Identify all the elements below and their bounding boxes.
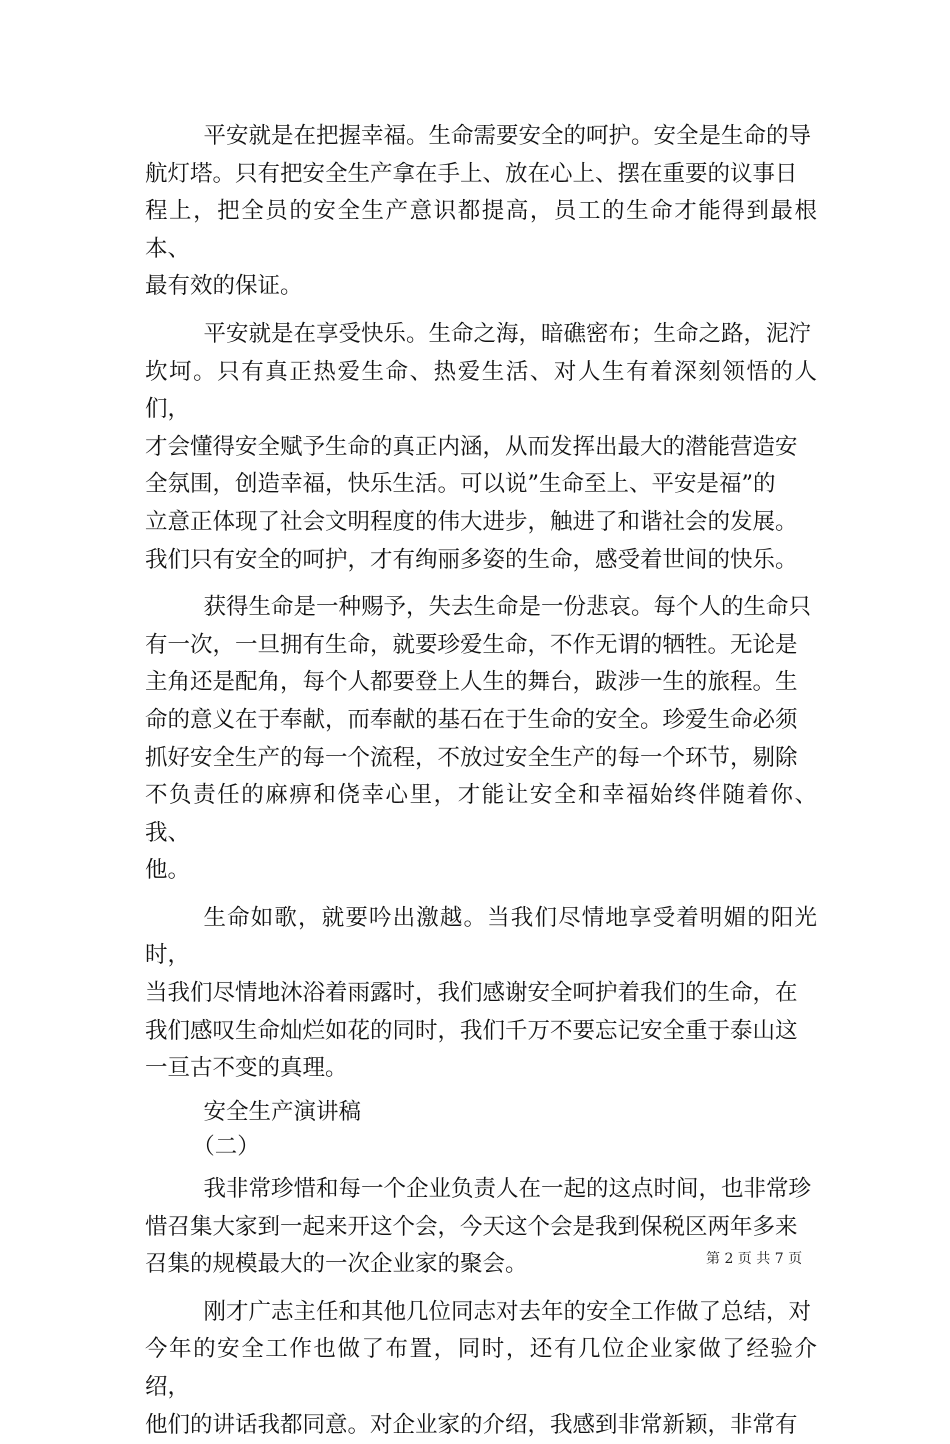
text-line: 获得生命是一种赐予，失去生命是一份悲哀。每个人的生命只 bbox=[203, 594, 812, 621]
paragraph-2 bbox=[145, 316, 817, 579]
text-line: 坎坷。只有真正热爱生命、热爱生活、对人生有着深刻领悟的人们， bbox=[145, 358, 817, 423]
text-line: 惜召集大家到一起来开这个会，今天这个会是我到保税区两年多来 bbox=[145, 1213, 798, 1240]
paragraph-3 bbox=[145, 589, 817, 890]
text-line: 我非常珍惜和每一个企业负责人在一起的这点时间，也非常珍 bbox=[203, 1176, 812, 1203]
text-line: 抓好安全生产的每一个流程，不放过安全生产的每一个环节，剔除 bbox=[145, 744, 798, 771]
text-line: 今年的安全工作也做了布置，同时，还有几位企业家做了经验介绍， bbox=[145, 1336, 817, 1400]
text-line: 航灯塔。只有把安全生产拿在手上、放在心上、摆在重要的议事日 bbox=[145, 160, 798, 187]
text-line: 他们的讲话我都同意。对企业家的介绍，我感到非常新颖，非常有 bbox=[145, 1411, 798, 1438]
page-number-footer: 第 2 页 共 7 页 bbox=[706, 1251, 803, 1267]
text-line: 有一次，一旦拥有生命，就要珍爱生命，不作无谓的牺牲。无论是 bbox=[145, 631, 798, 658]
paragraph-6 bbox=[145, 1294, 817, 1444]
text-line: 一亘古不变的真理。 bbox=[145, 1055, 348, 1082]
text-line: 当我们尽情地沐浴着雨露时，我们感谢安全呵护着我们的生命，在 bbox=[145, 980, 798, 1007]
text-line: 全氛围，创造幸福，快乐生活。可以说”生命至上、平安是福”的 bbox=[145, 471, 776, 498]
text-line: 我们感叹生命灿烂如花的同时，我们千万不要忘记安全重于泰山这 bbox=[145, 1017, 798, 1044]
text-line: 主角还是配角，每个人都要登上人生的舞台，跋涉一生的旅程。生 bbox=[145, 669, 798, 696]
text-line: 程上，把全员的安全生产意识都提高，员工的生命才能得到最根本、 bbox=[145, 198, 817, 262]
text-line: 平安就是在把握幸福。生命需要安全的呵护。安全是生命的导 bbox=[203, 123, 812, 149]
document-body bbox=[145, 118, 817, 1444]
section-heading: 安全生产演讲稿 bbox=[203, 1098, 362, 1125]
text-line: 命的意义在于奉献，而奉献的基石在于生命的安全。珍爱生命必须 bbox=[145, 706, 798, 733]
text-line: 刚才广志主任和其他几位同志对去年的安全工作做了总结，对 bbox=[203, 1298, 812, 1325]
paragraph-1 bbox=[145, 118, 817, 306]
text-line: 立意正体现了社会文明程度的伟大进步，触进了和谐社会的发展。 bbox=[145, 508, 798, 535]
text-line: 生命如歌，就要吟出激越。当我们尽情地享受着明媚的阳光时， bbox=[145, 904, 817, 969]
text-line: 最有效的保证。 bbox=[145, 273, 303, 300]
text-line: 才会懂得安全赋予生命的真正内涵，从而发挥出最大的潜能营造安 bbox=[145, 433, 798, 460]
text-line: 他。 bbox=[145, 857, 191, 884]
text-line: 平安就是在享受快乐。生命之海，暗礁密布；生命之路，泥泞 bbox=[203, 320, 812, 347]
text-line: 我们只有安全的呵护，才有绚丽多姿的生命，感受着世间的快乐。 bbox=[145, 546, 798, 573]
paragraph-4 bbox=[145, 900, 817, 1088]
section-subheading: （二） bbox=[192, 1134, 260, 1161]
text-line: 召集的规模最大的一次企业家的聚会。 bbox=[145, 1251, 528, 1278]
text-line: 不负责任的麻痹和侥幸心里，才能让安全和幸福始终伴随着你、我、 bbox=[145, 782, 817, 846]
